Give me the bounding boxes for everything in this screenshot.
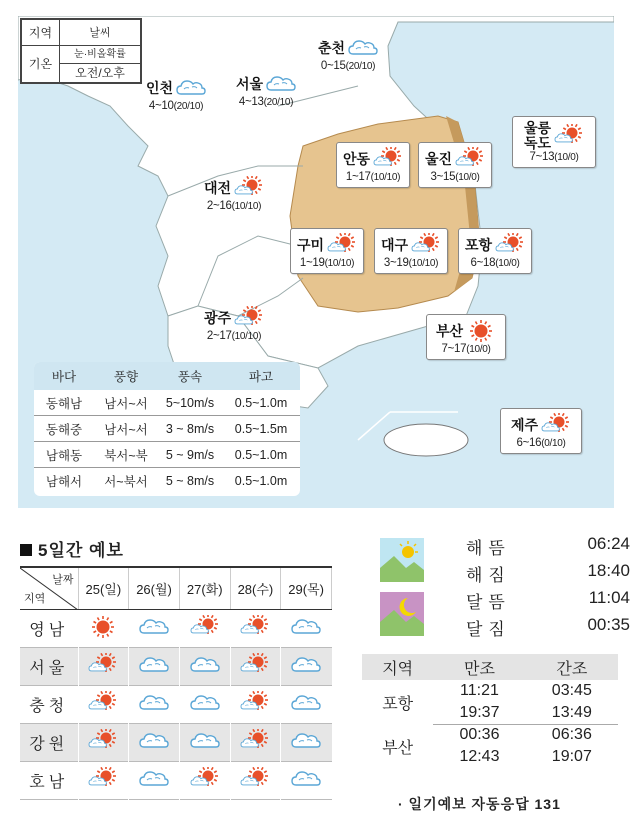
- city-chuncheon: 춘천 0~15(20/10): [318, 36, 378, 72]
- city-pohang: 포항 6~18(10/0): [458, 228, 532, 274]
- forecast-cell: [129, 723, 180, 761]
- sun-cloud-icon: [240, 729, 270, 753]
- sun-cloud-icon: [88, 729, 118, 753]
- forecast-cell: [78, 685, 129, 723]
- forecast-region: 충청: [20, 685, 78, 723]
- forecast-cell: [78, 723, 129, 761]
- tide-header: 간조: [526, 654, 618, 680]
- forecast-cell: [281, 723, 332, 761]
- sun-cloud-icon: [234, 176, 264, 200]
- sun-cloud-icon: [234, 306, 264, 330]
- square-bullet-icon: [20, 544, 32, 556]
- forecast-cell: [230, 685, 281, 723]
- forecast-cell: [78, 761, 129, 799]
- city-name: 제주: [510, 417, 539, 433]
- sunrise-time: 06:24: [587, 534, 630, 553]
- sunrise-row: [466, 534, 630, 559]
- cloud-icon: [348, 36, 378, 60]
- city-name: 울진: [425, 151, 453, 167]
- forecast-cell: [78, 609, 129, 647]
- corner-region-label: 지역: [24, 592, 46, 605]
- sun-cloud-icon: [88, 653, 118, 677]
- city-name: 춘천: [318, 40, 346, 56]
- city-name: 대구: [381, 237, 409, 253]
- forecast-cell: [281, 647, 332, 685]
- sunrise-label: 해뜸: [466, 539, 511, 558]
- sea-forecast-table: [34, 362, 300, 496]
- forecast-body: [20, 609, 332, 799]
- sea-header: 풍속: [177, 370, 203, 384]
- sun-cloud-icon: [190, 615, 220, 639]
- tide-location: 부산: [382, 739, 414, 757]
- sun-cloud-icon: [411, 233, 441, 257]
- day-header: 25(일): [78, 567, 129, 609]
- day-header: 26(월): [129, 567, 180, 609]
- forecast-cell: [179, 761, 230, 799]
- city-name: 포항: [465, 237, 493, 253]
- forecast-cell: [281, 761, 332, 799]
- cloud-icon: [291, 691, 321, 715]
- moonset-time: 00:35: [587, 615, 630, 634]
- forecast-cell: [179, 647, 230, 685]
- sun-cloud-icon: [240, 691, 270, 715]
- tide-table: [362, 654, 618, 768]
- cloud-icon: [139, 615, 169, 639]
- tide-high: 11:21: [460, 682, 499, 699]
- day-header: 29(목): [281, 567, 332, 609]
- sea-row: 동해남 남서~서 5~10m/s 0.5~1.0m: [34, 390, 300, 416]
- cloud-icon: [139, 729, 169, 753]
- forecast-row: [20, 685, 332, 723]
- tide-low: 19:07: [551, 748, 592, 765]
- tide-high: 12:43: [459, 748, 500, 765]
- forecast-cell: [230, 647, 281, 685]
- city-andong: 안동 1~17(10/10): [336, 142, 410, 188]
- moonrise-row: [466, 588, 630, 613]
- city-name: 구미: [297, 237, 325, 253]
- sea-row: 남해동 북서~북 5 ~ 9m/s 0.5~1.0m: [34, 442, 300, 468]
- forecast-cell: [129, 685, 180, 723]
- sun-mountain-icon: [380, 538, 424, 582]
- cloud-icon: [139, 767, 169, 791]
- forecast-cell: [230, 609, 281, 647]
- cloud-icon: [139, 653, 169, 677]
- city-name: 부산: [435, 323, 464, 339]
- sea-header-row: [34, 362, 300, 390]
- tide-low: 03:45: [551, 682, 592, 699]
- forecast-row: [20, 647, 332, 685]
- weather-map: [18, 16, 614, 508]
- map-legend: [20, 18, 142, 84]
- city-name: 대전: [204, 180, 232, 196]
- forecast-cell: [129, 761, 180, 799]
- five-day-forecast-table: [20, 566, 332, 800]
- city-busan: 부산 7~17(10/0): [426, 314, 506, 360]
- cloud-icon: [291, 729, 321, 753]
- city-ulleung: 울릉 독도 7~13(10/0): [512, 116, 596, 168]
- sun-cloud-icon: [88, 691, 118, 715]
- forecast-region: 영남: [20, 609, 78, 647]
- sun-cloud-icon: [190, 767, 220, 791]
- forecast-row: [20, 761, 332, 799]
- city-name: 인천: [146, 80, 174, 96]
- forecast-cell: [129, 647, 180, 685]
- city-name: 안동: [343, 151, 371, 167]
- sun-cloud-icon: [88, 767, 118, 791]
- sun-cloud-icon: [240, 767, 270, 791]
- sun-cloud-icon: [541, 413, 571, 437]
- sea-header: 풍향: [113, 370, 139, 384]
- cloud-icon: [190, 729, 220, 753]
- city-jeju: 제주 6~16(0/10): [500, 408, 582, 454]
- forecast-cell: [281, 609, 332, 647]
- tide-high: 00:36: [459, 726, 500, 744]
- forecast-cell: [129, 609, 180, 647]
- cloud-icon: [291, 653, 321, 677]
- cloud-icon: [266, 72, 296, 96]
- city-gumi: 구미 1~19(10/10): [290, 228, 364, 274]
- forecast-region: 강원: [20, 723, 78, 761]
- sunset-row: [466, 561, 630, 586]
- sun-cloud-icon: [240, 615, 270, 639]
- sun-cloud-icon: [327, 233, 357, 257]
- sea-header: 바다: [51, 370, 77, 384]
- sun-cloud-icon: [455, 147, 485, 171]
- city-daegu: 대구 3~19(10/10): [374, 228, 448, 274]
- cloud-icon: [291, 767, 321, 791]
- sunset-time: 18:40: [587, 561, 630, 580]
- city-uljin: 울진 3~15(10/0): [418, 142, 492, 188]
- day-header: 28(수): [230, 567, 281, 609]
- moonset-row: [466, 615, 630, 640]
- sea-row: 남해서 서~북서 5 ~ 8m/s 0.5~1.0m: [45, 474, 288, 489]
- sea-row: 동해중 남서~서 3 ~ 8m/s 0.5~1.5m: [34, 416, 300, 442]
- forecast-region: 호남: [20, 761, 78, 799]
- tide-header: 지역: [362, 654, 433, 680]
- sun-cloud-icon: [495, 233, 525, 257]
- moonset-label: 달짐: [466, 620, 511, 639]
- tide-header: 만조: [433, 654, 525, 680]
- forecast-cell: [179, 609, 230, 647]
- forecast-title: 5일간 예보: [20, 536, 124, 561]
- cloud-icon: [190, 653, 220, 677]
- legend-temp: 기온: [22, 45, 60, 82]
- city-gwangju: 광주 2~17(10/10): [204, 306, 264, 342]
- forecast-cell: [78, 647, 129, 685]
- forecast-region: 서울: [20, 647, 78, 685]
- sun-cloud-icon: [554, 124, 584, 148]
- city-name: 서울: [236, 76, 264, 92]
- corner-date-label: 날짜: [52, 574, 74, 586]
- forecast-row: [20, 723, 332, 761]
- forecast-cell: [281, 685, 332, 723]
- city-name: 광주: [204, 310, 232, 326]
- table-corner: [20, 567, 78, 609]
- legend-region: 지역: [22, 20, 60, 46]
- forecast-row: [20, 609, 332, 647]
- city-seoul: 서울 4~13(20/10): [236, 72, 296, 108]
- forecast-cell: [230, 723, 281, 761]
- day-header: 27(화): [179, 567, 230, 609]
- tide-high: 19:37: [433, 702, 525, 724]
- tide-row-pohang: [362, 680, 618, 702]
- tide-low: 06:36: [551, 726, 592, 744]
- forecast-cell: [179, 723, 230, 761]
- cloud-icon: [291, 615, 321, 639]
- legend-ampm: 오전/오후: [60, 64, 141, 83]
- cloud-icon: [139, 691, 169, 715]
- forecast-cell: [179, 685, 230, 723]
- cloud-icon: [190, 691, 220, 715]
- legend-precip: 눈·비올확률: [60, 45, 141, 64]
- moonrise-label: 달뜸: [466, 593, 511, 612]
- tide-location: 포항: [382, 695, 414, 713]
- city-daejeon: 대전 2~16(10/10): [204, 176, 264, 212]
- sun-icon: [466, 319, 496, 343]
- sun-cloud-icon: [373, 147, 403, 171]
- moon-mountain-icon: [380, 592, 424, 636]
- cloud-icon: [176, 76, 206, 100]
- city-name: 울릉 독도: [523, 120, 552, 151]
- moonrise-time: 11:04: [588, 588, 630, 607]
- city-incheon: 인천 4~10(20/10): [146, 76, 206, 112]
- sun-cloud-icon: [240, 653, 270, 677]
- tide-low: 13:49: [526, 702, 618, 724]
- sun-icon: [88, 615, 118, 639]
- forecast-cell: [230, 761, 281, 799]
- sea-header: 파고: [248, 370, 274, 384]
- legend-weather: 날씨: [60, 20, 141, 46]
- tide-row-busan: [362, 724, 618, 746]
- ars-info: · 일기예보 자동응답 131: [398, 796, 561, 812]
- sunset-label: 해짐: [466, 566, 511, 585]
